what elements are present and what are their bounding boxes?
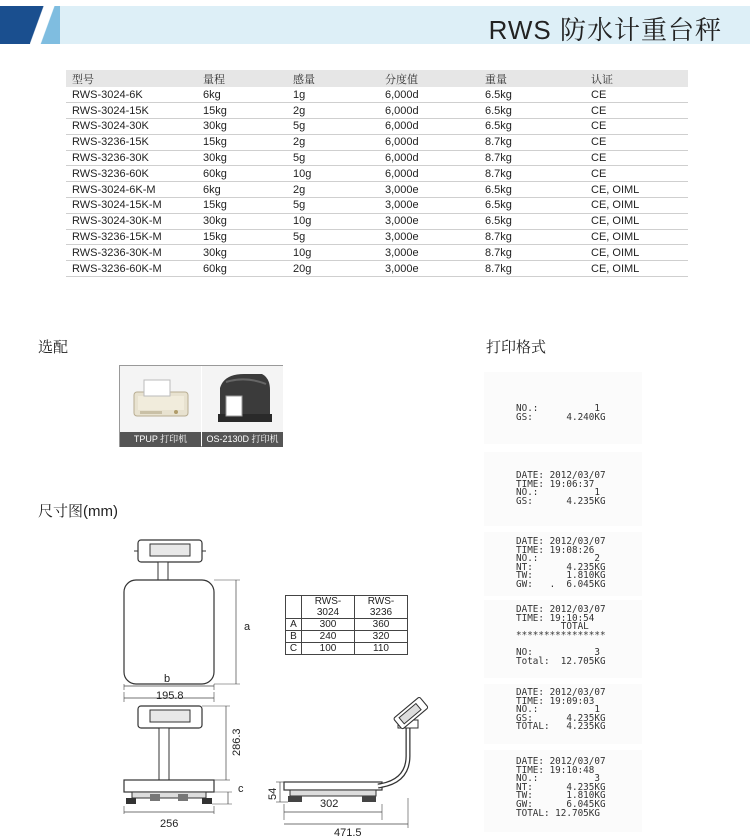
receipt-text: DATE: 2012/03/07 TIME: 19:06:37 NO.: 1 GS: 4.235KG [516,470,606,507]
receipt [484,372,642,444]
spec-table-row [66,198,688,214]
header-cell: 量程 [197,70,287,87]
spec-table-row [66,182,688,198]
accessories-panel [119,365,283,447]
spec-table-row [66,119,688,135]
spec-cell: 6.5kg [479,103,585,119]
spec-cell: 6kg [197,182,287,198]
spec-cell: RWS-3236-60K [66,166,197,182]
spec-cell: CE, OIML [585,213,688,229]
spec-cell: RWS-3236-15K [66,134,197,150]
dim-key: B [286,631,302,643]
spec-cell: CE, OIML [585,198,688,214]
dim-value: 360 [355,619,408,631]
page-title: RWS 防水计重台秤 [488,15,722,45]
spec-cell: 6,000d [379,134,479,150]
spec-table [66,70,688,277]
spec-cell: RWS-3236-30K [66,150,197,166]
spec-cell: 5g [287,119,379,135]
spec-table-row [66,87,688,103]
spec-cell: 6,000d [379,150,479,166]
dimension-drawing [0,530,480,837]
spec-cell: 2g [287,134,379,150]
header-stripes [30,6,60,44]
spec-cell: 6.5kg [479,213,585,229]
dimensions-title: 尺寸图(mm) [38,503,118,520]
page-header [0,0,750,46]
spec-cell: CE [585,166,688,182]
spec-table-header [66,70,688,87]
dim-label-b: b [164,673,171,685]
spec-table-row [66,134,688,150]
spec-cell: 60kg [197,261,287,277]
receipt [484,750,642,832]
receipt [484,600,642,678]
spec-cell: 15kg [197,198,287,214]
dim-label-side-height: 54 [267,787,279,800]
spec-cell: 8.7kg [479,261,585,277]
spec-cell: RWS-3236-15K-M [66,229,197,245]
dim-value: 240 [302,631,355,643]
spec-cell: RWS-3024-6K [66,87,197,103]
spec-cell: 1g [287,87,379,103]
spec-cell: CE, OIML [585,182,688,198]
spec-cell: RWS-3024-30K [66,119,197,135]
spec-cell: CE, OIML [585,229,688,245]
spec-cell: 5g [287,229,379,245]
spec-cell: 30kg [197,150,287,166]
spec-cell: CE, OIML [585,261,688,277]
spec-cell: 30kg [197,245,287,261]
accessory-label: OS-2130D 打印机 [202,432,283,447]
dim-label-base-width: 256 [160,818,179,830]
receipt-text: DATE: 2012/03/07 TIME: 19:10:54 TOTAL **************** NO: 3 Total: 12.705KG [516,604,606,667]
header-cell: 认证 [585,70,688,87]
spec-table-row [66,229,688,245]
receipt-text: DATE: 2012/03/07 TIME: 19:08:26 NO.: 2 NT: 4.235KG TW: 1.810KG GW: . 6.045KG [516,536,606,590]
spec-cell: 6.5kg [479,198,585,214]
spec-cell: RWS-3236-30K-M [66,245,197,261]
spec-cell: RWS-3024-15K-M [66,198,197,214]
spec-cell: CE, OIML [585,245,688,261]
spec-cell: RWS-3236-60K-M [66,261,197,277]
spec-cell: 6,000d [379,103,479,119]
spec-cell: CE [585,134,688,150]
spec-cell: 6,000d [379,119,479,135]
dim-table-col: RWS-3024 [302,596,355,619]
receipt-text: NO.: 1 GS: 4.240KG [516,403,606,423]
spec-table-body [66,87,688,277]
spec-cell: CE [585,103,688,119]
spec-cell: 10g [287,245,379,261]
spec-cell: 8.7kg [479,245,585,261]
dim-label-height: 286.3 [231,728,243,756]
spec-cell: 3,000e [379,261,479,277]
receipt [484,532,642,596]
dim-table-corner [286,596,302,619]
spec-table-row [66,166,688,182]
spec-cell: 2g [287,182,379,198]
spec-cell: RWS-3024-6K-M [66,182,197,198]
receipt-text: DATE: 2012/03/07 TIME: 19:09:03 NO.: 1 GS: 4.235KG TOTAL: 4.235KG [516,687,606,733]
spec-cell: 6.5kg [479,182,585,198]
scale-side-view [284,697,428,802]
spec-cell: 8.7kg [479,166,585,182]
spec-cell: CE [585,119,688,135]
dim-table-col: RWS-3236 [355,596,408,619]
header-accent [0,6,30,44]
spec-cell: 15kg [197,103,287,119]
dim-value: 320 [355,631,408,643]
spec-cell: 8.7kg [479,229,585,245]
dim-key: C [286,643,302,655]
spec-cell: 5g [287,198,379,214]
spec-table-row [66,245,688,261]
spec-cell: 15kg [197,134,287,150]
dim-value: 100 [302,643,355,655]
spec-cell: 8.7kg [479,150,585,166]
indicator-top-view [134,540,206,580]
spec-cell: 6.5kg [479,119,585,135]
spec-cell: CE [585,150,688,166]
spec-cell: 3,000e [379,245,479,261]
mini-printer-icon [120,366,201,432]
spec-cell: 3,000e [379,198,479,214]
receipt [484,684,642,744]
dimension-table-row [286,631,408,643]
header-cell: 分度值 [379,70,479,87]
scale-front-view [124,706,214,804]
spec-cell: 10g [287,166,379,182]
accessory-label: TPUP 打印机 [120,432,201,447]
dimension-table [285,595,408,655]
accessories-title: 选配 [38,339,69,356]
header-cell: 感量 [287,70,379,87]
spec-cell: 10g [287,213,379,229]
dim-label-width: 195.8 [156,690,184,702]
spec-cell: 15kg [197,229,287,245]
receipt-text: DATE: 2012/03/07 TIME: 19:10:48 NO.: 3 NT: 4.235KG TW: 1.810KG GW: 6.045KG TOTAL: 12.705KG [516,756,606,819]
dim-label-c: c [238,783,244,795]
spec-cell: 3,000e [379,229,479,245]
spec-cell: 6kg [197,87,287,103]
spec-cell: 6.5kg [479,87,585,103]
spec-cell: 20g [287,261,379,277]
spec-cell: 60kg [197,166,287,182]
spec-cell: 3,000e [379,213,479,229]
spec-cell: 5g [287,150,379,166]
spec-cell: CE [585,87,688,103]
spec-table-row [66,103,688,119]
dim-key: A [286,619,302,631]
header-cell: 型号 [66,70,197,87]
dim-label-depth: 302 [320,798,339,810]
spec-cell: 3,000e [379,182,479,198]
header-cell: 重量 [479,70,585,87]
label-printer-icon [202,366,283,432]
spec-table-row [66,261,688,277]
spec-cell: RWS-3024-30K-M [66,213,197,229]
spec-cell: 6,000d [379,166,479,182]
dim-label-total-depth: 471.5 [334,827,362,837]
spec-cell: RWS-3024-15K [66,103,197,119]
print-format-title: 打印格式 [486,339,547,356]
spec-cell: 30kg [197,213,287,229]
dim-label-a: a [244,621,251,633]
spec-cell: 6,000d [379,87,479,103]
platform-top-view [124,580,214,684]
receipt [484,452,642,526]
dimension-table-header [286,596,408,619]
dimension-table-row [286,643,408,655]
dim-value: 300 [302,619,355,631]
dimension-table-row [286,619,408,631]
spec-cell: 30kg [197,119,287,135]
dim-value: 110 [355,643,408,655]
spec-cell: 8.7kg [479,134,585,150]
spec-table-row [66,150,688,166]
spec-table-row [66,213,688,229]
spec-cell: 2g [287,103,379,119]
